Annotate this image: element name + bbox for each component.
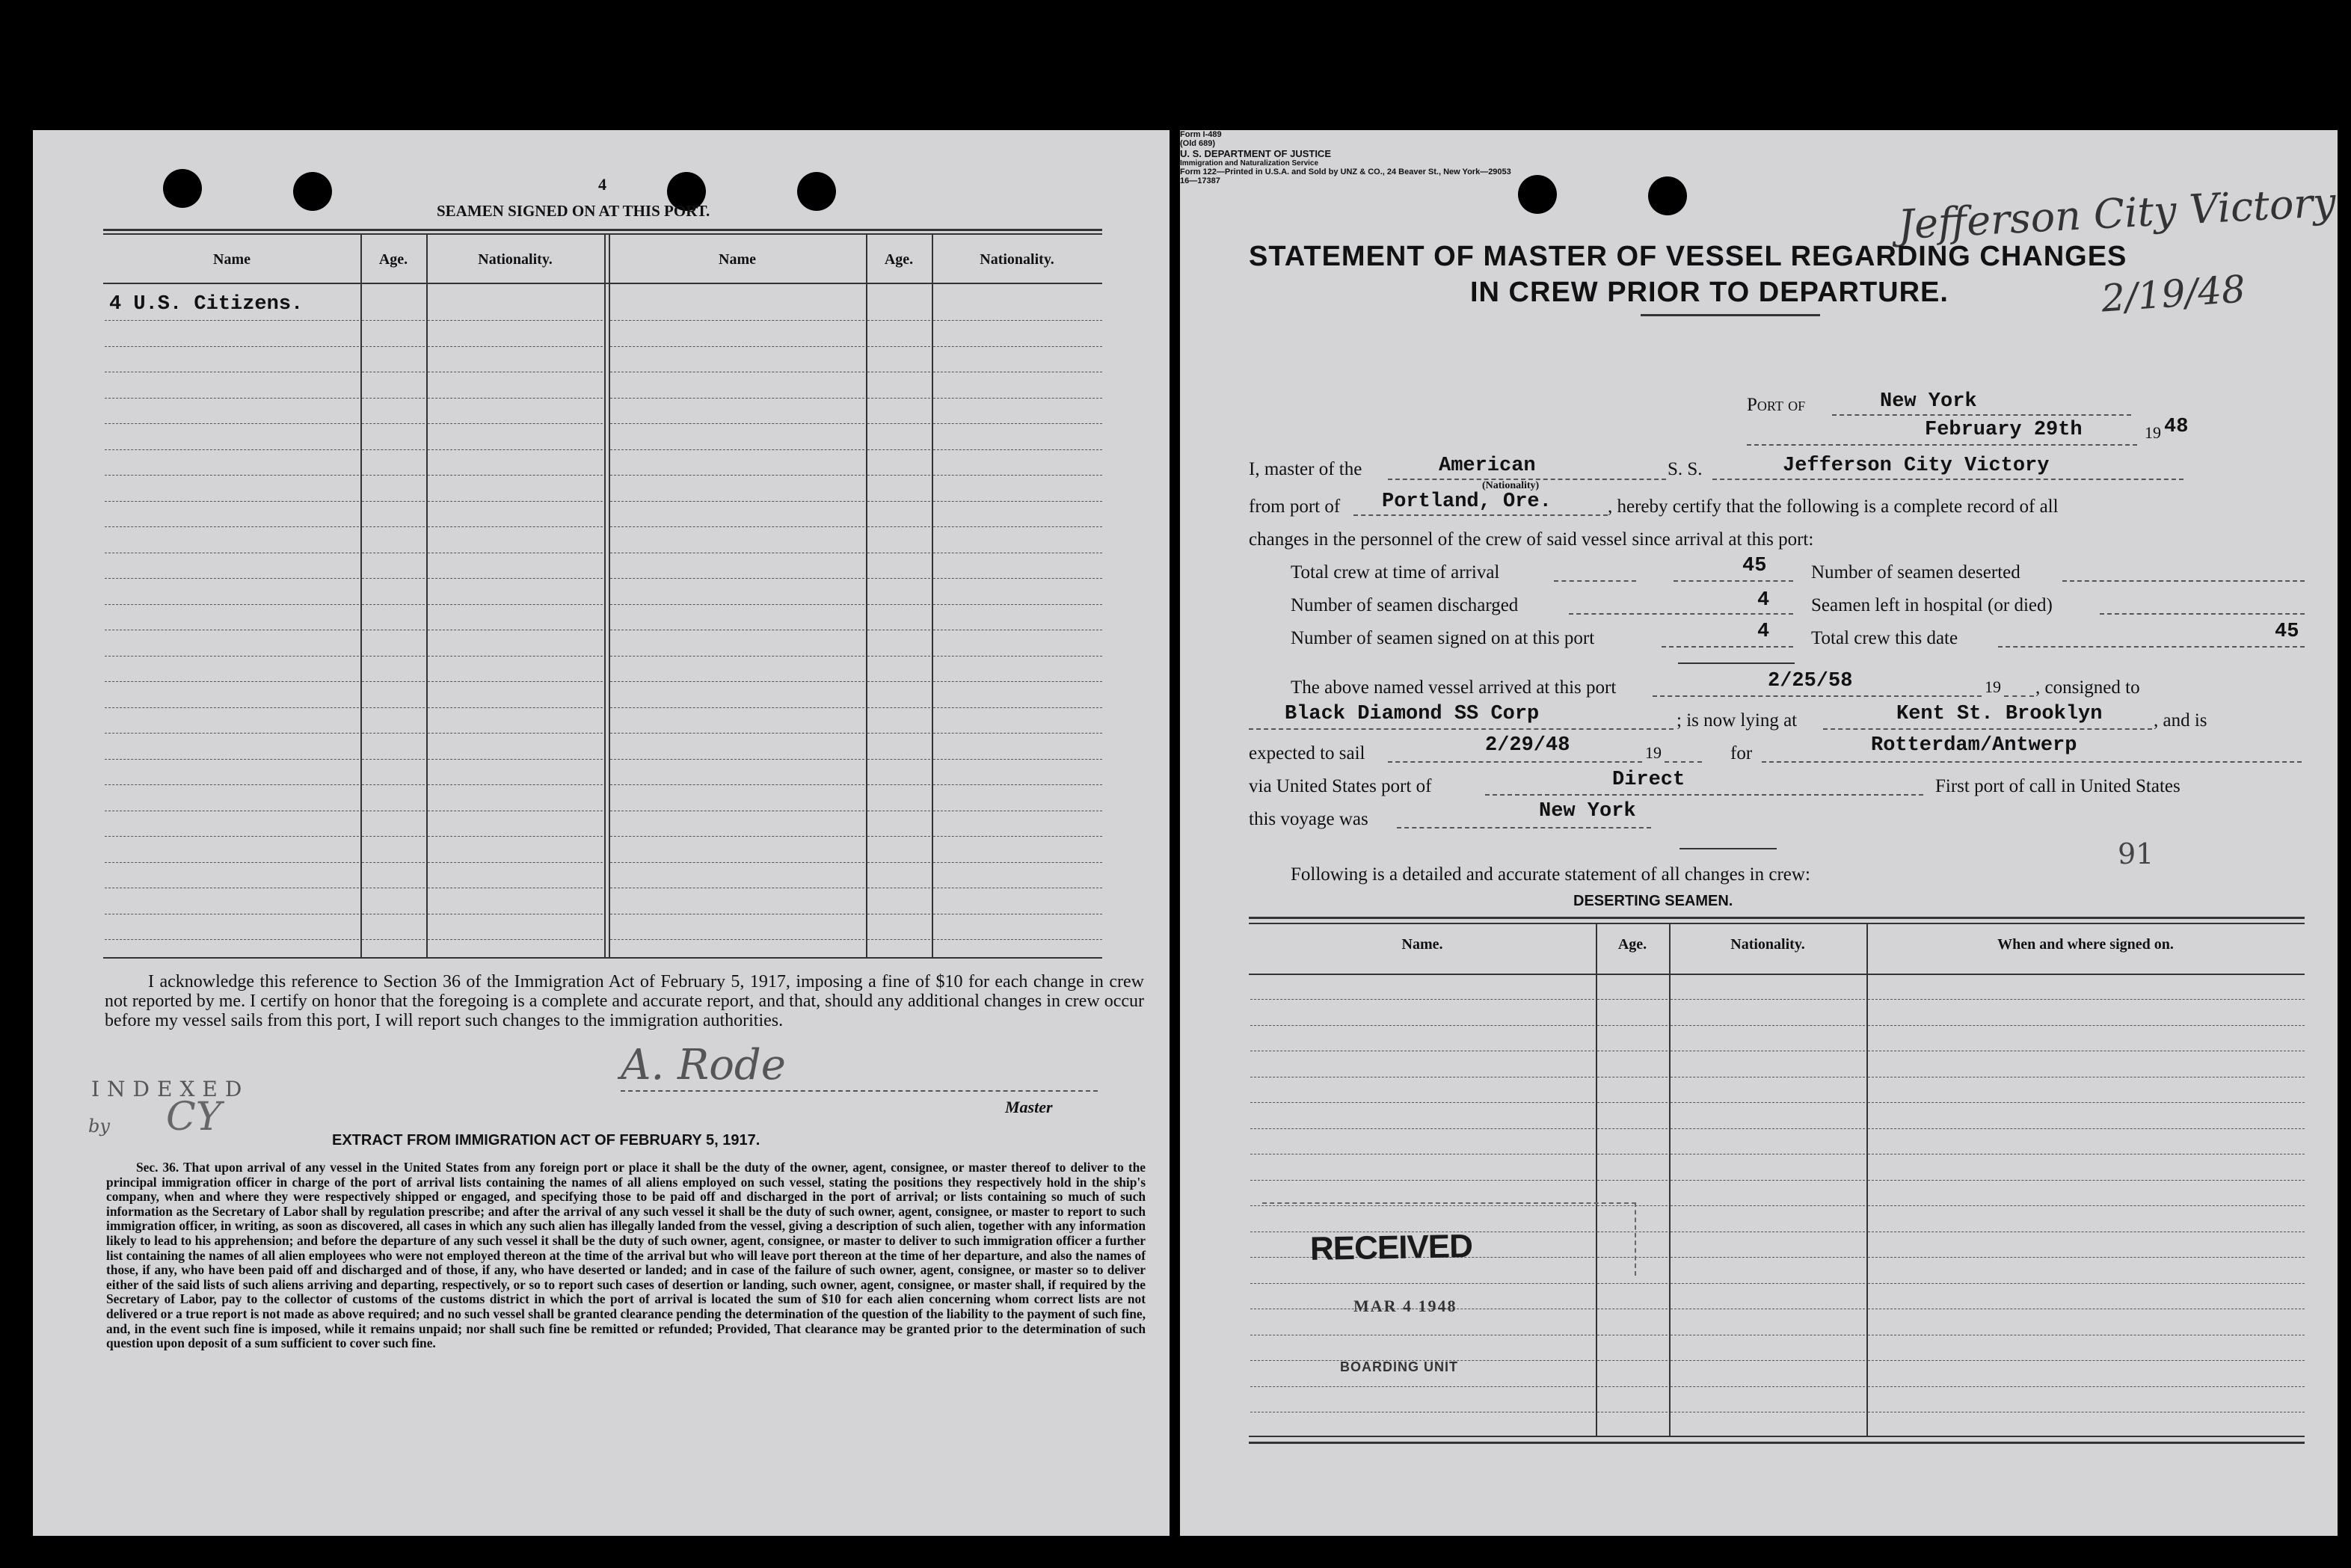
row-rule — [362, 707, 425, 708]
row-rule — [362, 604, 425, 605]
row-rule — [1671, 1154, 1865, 1155]
indexed-stamp: INDEXED — [91, 1077, 250, 1101]
row-rule — [1250, 1154, 1594, 1155]
destination-line — [1762, 761, 2302, 763]
arrived-year-prefix: 19 — [1985, 677, 2001, 696]
row-rule — [105, 862, 359, 863]
row-rule — [362, 423, 425, 424]
row-rule — [105, 733, 359, 734]
row-rule — [362, 501, 425, 502]
row-rule — [362, 398, 425, 399]
lying-value: Kent St. Brooklyn — [1896, 703, 2103, 725]
row-rule — [610, 423, 864, 424]
row-rule — [362, 733, 425, 734]
title-underline — [1641, 314, 1820, 316]
column-divider — [426, 233, 428, 957]
row-rule — [105, 346, 359, 347]
deserting-bottom-rule — [1249, 1436, 2305, 1437]
vessel-line — [1712, 479, 2183, 480]
row-rule — [610, 759, 864, 760]
expected-line — [1388, 761, 1642, 763]
row-rule — [610, 862, 864, 863]
row-rule — [428, 836, 603, 837]
master-of-label: I, master of the — [1249, 459, 1362, 479]
seamen-signed-line — [1662, 646, 1793, 648]
row-rule — [1671, 1025, 1865, 1026]
row-rule — [933, 398, 1102, 399]
table-header-rule — [103, 283, 1102, 284]
page-number: 4 — [598, 175, 606, 194]
lying-line — [1823, 728, 2152, 730]
extract-title: EXTRACT FROM IMMIGRATION ACT OF FEBRUARY 5, 1917. — [332, 1132, 760, 1149]
handwritten-date: 2/19/48 — [2100, 267, 2247, 321]
row-rule — [1250, 1283, 1594, 1284]
handwritten-vessel-name: Jefferson City Victory — [1896, 178, 2338, 249]
deserting-table-top-rule — [1249, 923, 2305, 924]
department-name: U. S. DEPARTMENT OF JUSTICE — [1180, 148, 1331, 159]
following-text: Following is a detailed and accurate statement of all changes in crew: — [1291, 864, 1810, 885]
deserting-column-age: Age. — [1617, 936, 1647, 953]
row-rule — [362, 475, 425, 476]
row-rule — [428, 733, 603, 734]
total-crew-date-line — [1998, 646, 2305, 648]
port-line — [1832, 414, 2131, 416]
row-rule — [610, 320, 864, 321]
row-rule — [105, 939, 359, 940]
first-port-label: First port of call in United States — [1935, 776, 2181, 796]
row-rule — [428, 681, 603, 682]
from-port-label: from port of — [1249, 496, 1341, 517]
row-rule — [1597, 1154, 1668, 1155]
row-rule — [933, 759, 1102, 760]
row-rule — [428, 526, 603, 527]
total-crew-date-label: Total crew this date — [1811, 628, 1958, 648]
deserting-column-nationality: Nationality. — [1730, 936, 1805, 953]
seamen-signed-value: 4 — [1757, 621, 1770, 643]
row-rule — [1597, 1128, 1668, 1129]
row-rule — [1868, 1386, 2305, 1387]
port-value: New York — [1880, 390, 1977, 413]
row-rule — [428, 320, 603, 321]
consignee-line — [1249, 728, 1674, 730]
row-rule — [362, 759, 425, 760]
row-rule — [610, 681, 864, 682]
from-port-value: Portland, Ore. — [1382, 491, 1552, 513]
row-rule — [1868, 1205, 2305, 1206]
row-rule — [610, 656, 864, 657]
row-rule — [867, 733, 930, 734]
row-rule — [933, 526, 1102, 527]
table-bottom-rule — [103, 957, 1102, 959]
row-rule — [1250, 1386, 1594, 1387]
row-rule — [1868, 1154, 2305, 1155]
expected-value: 2/29/48 — [1485, 734, 1570, 757]
row-rule — [1671, 1102, 1865, 1103]
footer-code: 16—17387 — [1180, 176, 1220, 185]
row-rule — [428, 398, 603, 399]
row-rule — [867, 604, 930, 605]
arrived-year-line — [2004, 695, 2034, 697]
row-rule — [362, 784, 425, 785]
row-rule — [1671, 1257, 1865, 1258]
row-rule — [610, 475, 864, 476]
total-crew-arrival-line — [1554, 580, 1636, 582]
via-line — [1485, 794, 1923, 796]
consignee-value: Black Diamond SS Corp — [1285, 703, 1540, 725]
row-rule — [105, 759, 359, 760]
row-rule — [1868, 1283, 2305, 1284]
row-rule — [428, 423, 603, 424]
form-number: Form I-489 — [1180, 130, 1222, 139]
row-rule — [933, 320, 1102, 321]
row-rule — [362, 939, 425, 940]
changes-text: changes in the personnel of the crew of said vessel since arrival at this port: — [1249, 529, 1814, 550]
row-rule — [867, 707, 930, 708]
arrived-value: 2/25/58 — [1768, 670, 1853, 692]
row-rule — [428, 862, 603, 863]
row-rule — [867, 784, 930, 785]
column-divider — [609, 233, 610, 957]
form-title-line2: IN CREW PRIOR TO DEPARTURE. — [1470, 277, 1949, 308]
date-line — [1747, 444, 2137, 446]
row-rule — [105, 449, 359, 450]
voyage-line — [1397, 827, 1651, 828]
expected-label: expected to sail — [1249, 743, 1365, 763]
row-rule — [1671, 999, 1865, 1000]
row-rule — [933, 939, 1102, 940]
row-rule — [362, 449, 425, 450]
left-page — [33, 130, 1170, 1536]
row-rule — [867, 862, 930, 863]
row-rule — [362, 578, 425, 579]
row-rule — [867, 346, 930, 347]
row-rule — [1671, 1360, 1865, 1361]
indexed-by-label: by — [88, 1116, 110, 1137]
row-rule — [1868, 999, 2305, 1000]
row-rule — [610, 707, 864, 708]
column-header-name: Name — [213, 251, 251, 268]
row-rule — [610, 604, 864, 605]
handwritten-number: 91 — [2118, 837, 2154, 870]
row-rule — [1597, 1386, 1668, 1387]
seamen-discharged-line — [1569, 613, 1793, 615]
consigned-label: , consigned to — [2035, 677, 2140, 698]
row-rule — [105, 320, 359, 321]
seamen-deserted-line — [2062, 580, 2305, 582]
row-rule — [105, 681, 359, 682]
row-rule — [610, 398, 864, 399]
row-rule — [362, 320, 425, 321]
row-rule — [105, 398, 359, 399]
row-rule — [867, 501, 930, 502]
row-rule — [428, 759, 603, 760]
column-header-name: Name — [719, 251, 756, 268]
row-rule — [1597, 1283, 1668, 1284]
row-rule — [1597, 1180, 1668, 1181]
row-rule — [933, 836, 1102, 837]
row-rule — [428, 939, 603, 940]
signature-line — [621, 1090, 1098, 1092]
row-rule — [867, 423, 930, 424]
total-crew-arrival-line — [1674, 580, 1793, 582]
seamen-discharged-value: 4 — [1757, 589, 1770, 612]
row-rule — [867, 578, 930, 579]
row-rule — [428, 784, 603, 785]
acknowledgment-text: I acknowledge this reference to Section 36 of the Immigration Act of February 5, 1917, imposing a fine of $10 for each change in crew not reported by me. I certify on honor that the foregoing is a complete and accurate report, and that, should any additional changes in crew occur before my vessel sails from this port, I will report such changes to the immigration authorities. — [105, 972, 1144, 1030]
row-rule — [610, 501, 864, 502]
ss-label: S. S. — [1668, 459, 1703, 479]
via-value: Direct — [1612, 769, 1685, 791]
received-date: MAR 4 1948 — [1353, 1297, 1457, 1315]
row-rule — [105, 578, 359, 579]
column-divider — [604, 233, 606, 957]
printer-note: Form 122—Printed in U.S.A. and Sold by UNZ & CO., 24 Beaver St., New York—29053 — [1180, 167, 1511, 176]
seamen-deserted-label: Number of seamen deserted — [1811, 562, 2020, 582]
row-rule — [105, 501, 359, 502]
nationality-caption: (Nationality) — [1482, 480, 1540, 491]
row-rule — [1671, 1283, 1865, 1284]
column-header-nationality: Nationality. — [980, 251, 1054, 268]
destination-value: Rotterdam/Antwerp — [1871, 734, 2077, 757]
row-rule — [1671, 1180, 1865, 1181]
seamen-hospital-label: Seamen left in hospital (or died) — [1811, 595, 2053, 615]
seamen-hospital-line — [2100, 613, 2305, 615]
row-rule — [610, 526, 864, 527]
nationality-value: American — [1439, 455, 1536, 477]
punch-hole — [163, 169, 202, 208]
row-rule — [933, 733, 1102, 734]
row-rule — [610, 939, 864, 940]
voyage-value: New York — [1539, 800, 1636, 823]
punch-hole — [293, 172, 332, 211]
row-rule — [867, 320, 930, 321]
seamen-discharged-label: Number of seamen discharged — [1291, 595, 1519, 615]
lying-label: ; is now lying at — [1677, 710, 1798, 731]
total-crew-arrival-label: Total crew at time of arrival — [1291, 562, 1500, 582]
certify-text: , hereby certify that the following is a complete record of all — [1608, 496, 2059, 517]
row-rule — [1868, 1180, 2305, 1181]
row-rule — [428, 449, 603, 450]
row-rule — [867, 656, 930, 657]
row-rule — [867, 939, 930, 940]
row-rule — [867, 836, 930, 837]
row-rule — [105, 836, 359, 837]
row-rule — [1250, 999, 1594, 1000]
row-rule — [428, 346, 603, 347]
row-rule — [1250, 1128, 1594, 1129]
row-rule — [933, 862, 1102, 863]
indexed-initials: CY — [166, 1095, 222, 1140]
total-crew-arrival-value: 45 — [1742, 555, 1767, 577]
row-rule — [1868, 1025, 2305, 1026]
column-header-age: Age. — [378, 251, 408, 268]
row-rule — [428, 578, 603, 579]
separator-rule — [1679, 848, 1777, 849]
row-rule — [933, 346, 1102, 347]
row-rule — [428, 475, 603, 476]
row-rule — [1868, 1360, 2305, 1361]
right-page — [1180, 130, 2338, 1536]
row-rule — [1597, 1102, 1668, 1103]
voyage-label: this voyage was — [1249, 809, 1368, 829]
table-top-rule — [103, 229, 1102, 231]
row-rule — [933, 656, 1102, 657]
deserting-header-rule — [1249, 974, 2305, 975]
row-rule — [933, 501, 1102, 502]
row-rule — [428, 501, 603, 502]
row-rule — [362, 862, 425, 863]
column-divider — [360, 233, 362, 957]
column-header-age: Age. — [884, 251, 914, 268]
via-label: via United States port of — [1249, 776, 1432, 796]
row-rule — [105, 707, 359, 708]
row-rule — [1671, 1205, 1865, 1206]
form-old-number: (Old 689) — [1180, 139, 1216, 148]
deserting-column-when-where: When and where signed on. — [1997, 936, 2174, 953]
row-rule — [867, 475, 930, 476]
row-rule — [933, 604, 1102, 605]
row-rule — [610, 733, 864, 734]
row-rule — [362, 526, 425, 527]
total-crew-date-value: 45 — [2275, 621, 2299, 643]
row-rule — [610, 346, 864, 347]
row-rule — [1250, 1025, 1594, 1026]
row-rule — [105, 784, 359, 785]
row-rule — [933, 681, 1102, 682]
row-rule — [610, 836, 864, 837]
column-divider — [932, 233, 933, 957]
separator-rule — [1678, 662, 1795, 664]
row-rule — [933, 578, 1102, 579]
table-top-rule — [103, 233, 1102, 235]
row-rule — [610, 449, 864, 450]
row-rule — [1868, 1102, 2305, 1103]
row-rule — [1597, 1360, 1668, 1361]
row-rule — [610, 578, 864, 579]
master-label: Master — [1005, 1098, 1053, 1116]
row-rule — [867, 398, 930, 399]
row-rule — [867, 449, 930, 450]
extract-text: Sec. 36. That upon arrival of any vessel in the United States from any foreign port or place it shall be the duty of the owner, agent, consignee, or master thereof to deliver to the principal immigration officer in charge of the port of arrival lists containing the names of all aliens employed on such vessel, stating the positions they respectively hold in the ship's company, when and where they were respectively shipped or engaged, and specifying those to be paid off and discharged in the port of arrival; or lists containing so much of such information as the Secretary of Labor shall by regulation prescribe; and after the arrival of any such vessel it shall be the duty of such owner, agent, consignee, or master to report to such immigration officer, in writing, as soon as discovered, all cases in which any such alien has illegally landed from the vessel, giving a description of such alien, together with any information likely to lead to his apprehension; and before the departure of any such vessel it shall be the duty of such owner, agent, consignee, or master to deliver to such immigration officer a further list containing the names of all alien employees who were not employed thereon at the time of the arrival but who will leave port thereon at the time of her departure, and also the names of those, if any, who have been paid off and discharged and of those, if any, who have deserted or landed; and in case of the failure of such owner, agent, consignee, or master so to deliver either of the said lists of such aliens arriving and departing, respectively, or so to report such cases of desertion or landing, such owner, agent, consignee, or master shall, if required by the Secretary of Labor, pay to the collector of customs of the customs district in which the port of arrival is located the sum of $10 for each alien concerning whom correct lists are not delivered or a true report is not made as above required; and no such vessel shall be granted clearance pending the determination of the question of the liability to the payment of such fine, and, in the event such fine is imposed, while it remains unpaid; nor shall such fine be remitted or refunded; Provided, That clearance may be granted prior to the determination of such question upon deposit of a sum sufficient to cover such fine. — [106, 1160, 1146, 1351]
form-title-line1: STATEMENT OF MASTER OF VESSEL REGARDING CHANGES — [1249, 241, 2127, 272]
row-rule — [105, 475, 359, 476]
row-rule — [1868, 1128, 2305, 1129]
row-rule — [1597, 999, 1668, 1000]
entry-text: 4 U.S. Citizens. — [109, 293, 304, 316]
row-rule — [1250, 1180, 1594, 1181]
port-label: Port of — [1747, 395, 1806, 415]
row-rule — [933, 707, 1102, 708]
section-heading: SEAMEN SIGNED ON AT THIS PORT. — [437, 202, 710, 220]
row-rule — [105, 526, 359, 527]
row-rule — [428, 707, 603, 708]
arrived-line — [1653, 695, 1982, 697]
arrived-label: The above named vessel arrived at this port — [1291, 677, 1617, 698]
row-rule — [933, 475, 1102, 476]
row-rule — [1671, 1386, 1865, 1387]
deserting-column-name: Name. — [1401, 936, 1443, 953]
row-rule — [1671, 1128, 1865, 1129]
row-rule — [933, 449, 1102, 450]
from-port-line — [1353, 514, 1608, 516]
row-rule — [428, 656, 603, 657]
punch-hole — [1648, 176, 1687, 215]
row-rule — [362, 681, 425, 682]
row-rule — [1868, 1257, 2305, 1258]
row-rule — [933, 784, 1102, 785]
column-header-nationality: Nationality. — [478, 251, 553, 268]
deserting-bottom-rule — [1249, 1442, 2305, 1444]
row-rule — [933, 423, 1102, 424]
master-signature: A. Rode — [621, 1041, 786, 1089]
row-rule — [362, 836, 425, 837]
expected-year-line — [1665, 761, 1702, 763]
row-rule — [362, 346, 425, 347]
row-rule — [610, 784, 864, 785]
for-label: for — [1730, 743, 1753, 763]
and-is-text: , and is — [2154, 710, 2207, 731]
vessel-value: Jefferson City Victory — [1783, 455, 2050, 477]
year-value: 48 — [2164, 416, 2189, 438]
row-rule — [105, 604, 359, 605]
row-rule — [867, 526, 930, 527]
row-rule — [867, 759, 930, 760]
row-rule — [362, 656, 425, 657]
row-rule — [428, 604, 603, 605]
row-rule — [105, 423, 359, 424]
received-office: BOARDING UNIT — [1340, 1359, 1458, 1374]
deserting-table-top-rule — [1249, 917, 2305, 919]
service-name: Immigration and Naturalization Service — [1180, 159, 1319, 167]
seamen-signed-label: Number of seamen signed on at this port — [1291, 628, 1595, 648]
year-prefix: 19 — [2145, 423, 2161, 442]
row-rule — [867, 681, 930, 682]
punch-hole — [1518, 175, 1557, 214]
row-rule — [1597, 1025, 1668, 1026]
column-divider — [866, 233, 867, 957]
date-value: February 29th — [1925, 419, 2083, 441]
expected-year-prefix: 19 — [1645, 743, 1662, 762]
deserting-heading: DESERTING SEAMEN. — [1573, 893, 1733, 909]
row-rule — [1250, 1102, 1594, 1103]
row-rule — [105, 656, 359, 657]
received-stamp: RECEIVED — [1309, 1228, 1473, 1267]
